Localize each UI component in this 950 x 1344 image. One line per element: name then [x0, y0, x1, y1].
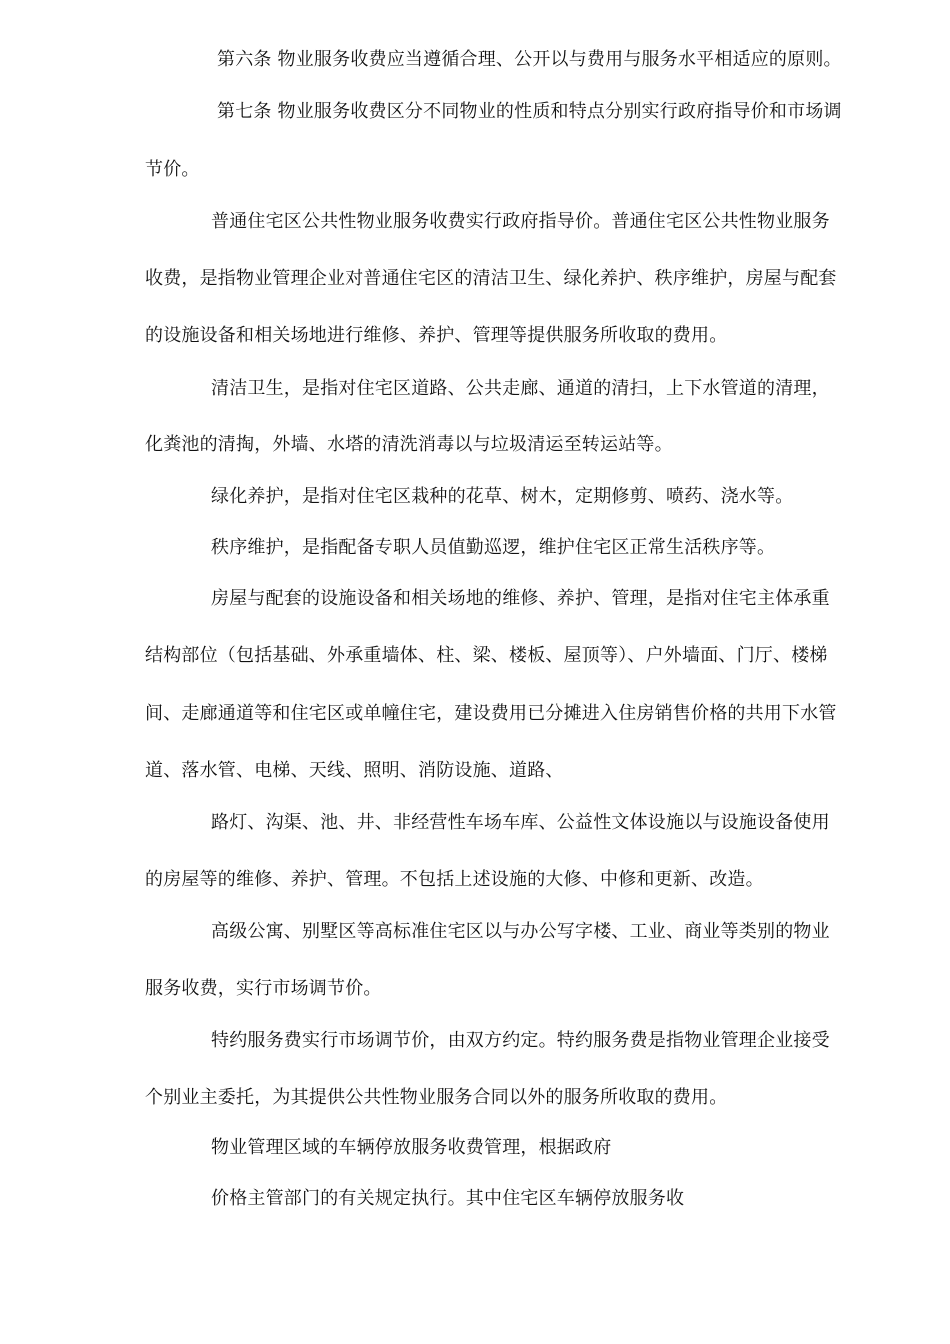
- paragraph-text: 物业管理区域的车辆停放服务收费管理，根据政府: [211, 1137, 612, 1158]
- paragraph-text: 价格主管部门的有关规定执行。其中住宅区车辆停放服务收: [211, 1188, 685, 1209]
- paragraph-text: 高级公寓、别墅区等高标准住宅区以与办公写字楼、工业、商业等类别的物业: [211, 921, 830, 942]
- article-7-text: 第七条 物业服务收费区分不同物业的性质和特点分别实行政府指导价和市场调: [217, 101, 842, 122]
- paragraph-text: 的设施设备和相关场地进行维修、养护、管理等提供服务所收取的费用。: [145, 325, 728, 346]
- paragraph-text: 特约服务费实行市场调节价，由双方约定。特约服务费是指物业管理企业接受: [211, 1030, 830, 1051]
- paragraph-text: 路灯、沟渠、池、井、非经营性车场车库、公益性文体设施以与设施设备使用: [211, 812, 830, 833]
- paragraph-text: 房屋与配套的设施设备和相关场地的维修、养护、管理，是指对住宅主体承重: [211, 588, 830, 609]
- paragraph-text: 绿化养护，是指对住宅区栽种的花草、树木，定期修剪、喷药、浇水等。: [211, 486, 794, 507]
- paragraph-text: 化粪池的清掏，外墙、水塔的清洗消毒以与垃圾清运至转运站等。: [145, 434, 673, 455]
- article-7-continuation: 节价。: [145, 159, 200, 180]
- article-6-text: 第六条 物业服务收费应当遵循合理、公开以与费用与服务水平相适应的原则。: [217, 49, 842, 70]
- paragraph-text: 清洁卫生，是指对住宅区道路、公共走廊、通道的清扫，上下水管道的清理，: [211, 378, 830, 399]
- paragraph-text: 服务收费，实行市场调节价。: [145, 978, 382, 999]
- paragraph-text: 间、走廊通道等和住宅区或单幢住宅，建设费用已分摊进入住房销售价格的共用下水管: [145, 703, 837, 724]
- paragraph-text: 道、落水管、电梯、天线、照明、消防设施、道路、: [145, 760, 564, 781]
- paragraph-text: 的房屋等的维修、养护、管理。不包括上述设施的大修、中修和更新、改造。: [145, 869, 764, 890]
- paragraph-text: 结构部位（包括基础、外承重墙体、柱、梁、楼板、屋顶等）、户外墙面、门厅、楼梯: [145, 645, 828, 666]
- paragraph-text: 个别业主委托，为其提供公共性物业服务合同以外的服务所收取的费用。: [145, 1087, 728, 1108]
- paragraph-text: 秩序维护，是指配备专职人员值勤巡逻，维护住宅区正常生活秩序等。: [211, 537, 776, 558]
- paragraph-text: 普通住宅区公共性物业服务收费实行政府指导价。普通住宅区公共性物业服务: [211, 211, 830, 232]
- paragraph-text: 收费，是指物业管理企业对普通住宅区的清洁卫生、绿化养护、秩序维护，房屋与配套: [145, 268, 837, 289]
